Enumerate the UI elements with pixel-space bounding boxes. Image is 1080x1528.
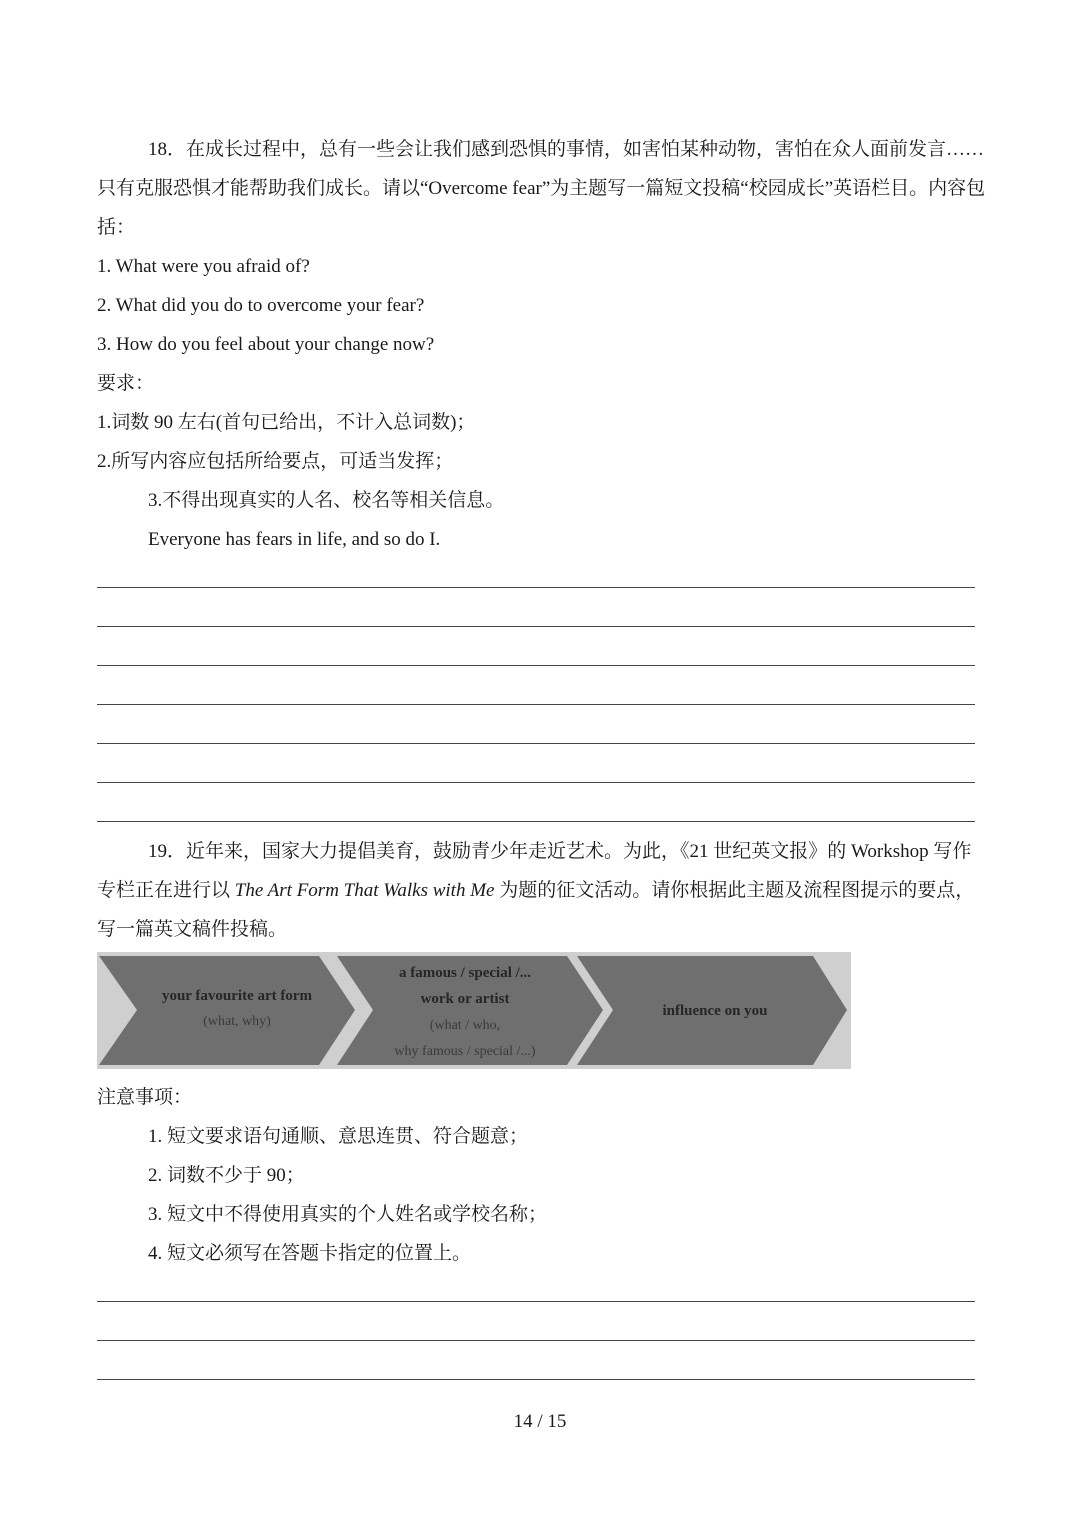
q19-intro-line3: 写一篇英文稿件投稿。: [97, 919, 288, 940]
q19-intro-line2-post: 为题的征文活动。请你根据此主题及流程图提示的要点，: [494, 880, 975, 901]
q18-requirement-1: 1.词数 90 左右(首句已给出，不计入总词数)；: [97, 412, 476, 433]
q18-point-1: 1. What were you afraid of?: [97, 256, 310, 277]
answer-line[interactable]: [97, 665, 975, 666]
q19-notes-label: 注意事项：: [97, 1087, 193, 1108]
q18-point-2: 2. What did you do to overcome your fear?: [97, 295, 425, 316]
q18-requirement-2: 2.所写内容应包括所给要点，可适当发挥；: [97, 451, 454, 472]
q19-note-3: 3. 短文中不得使用真实的个人姓名或学校名称；: [148, 1204, 548, 1225]
flow-step2-line2: work or artist: [420, 991, 510, 1007]
flow-step1-line2: (what, why): [203, 1014, 271, 1029]
page-number: 14 / 15: [513, 1411, 567, 1432]
q18-requirements-label: 要求：: [97, 373, 155, 394]
flow-step2-line1: a famous / special /...: [398, 965, 532, 981]
flow-step2-line3: (what / who,: [429, 1018, 501, 1033]
flow-step3-line1: influence on you: [662, 1003, 768, 1019]
flow-step2-line4: why famous / special /...): [394, 1044, 536, 1059]
answer-line[interactable]: [97, 821, 975, 822]
q18-intro-line2: 只有克服恐惧才能帮助我们成长。请以“Overcome fear”为主题写一篇短文投稿“校园成长”英语栏目。内容包: [97, 178, 986, 199]
answer-line[interactable]: [97, 782, 975, 783]
answer-line[interactable]: [97, 587, 975, 588]
q18-intro-line3: 括：: [97, 217, 136, 238]
q19-intro-line2: [97, 879, 974, 903]
q19-note-1: 1. 短文要求语句通顺、意思连贯、符合题意；: [148, 1126, 529, 1147]
q19-intro-line2-pre: 专栏正在进行以: [97, 880, 235, 901]
answer-line[interactable]: [97, 704, 975, 705]
flowchart: [97, 952, 851, 1069]
answer-line[interactable]: [97, 1301, 975, 1302]
q18-intro-line1: 18．在成长过程中，总有一些会让我们感到恐惧的事情，如害怕某种动物，害怕在众人面前发言……: [148, 139, 985, 160]
q19-note-2: 2. 词数不少于 90；: [148, 1165, 305, 1186]
q18-point-3: 3. How do you feel about your change now?: [97, 334, 435, 355]
q19-intro-line1: 19．近年来，国家大力提倡美育，鼓励青少年走近艺术。为此，《21 世纪英文报》的 Workshop 写作: [148, 841, 972, 862]
essay-title: The Art Form That Walks with Me: [234, 880, 495, 901]
flow-arrow-1: [99, 956, 355, 1065]
q18-requirement-3: 3.不得出现真实的人名、校名等相关信息。: [148, 490, 505, 511]
flowchart-arrows: [97, 952, 851, 1069]
answer-line[interactable]: [97, 1379, 975, 1380]
flow-step1-line1: your favourite art form: [161, 988, 313, 1004]
q19-note-4: 4. 短文必须写在答题卡指定的位置上。: [148, 1243, 472, 1264]
answer-line[interactable]: [97, 626, 975, 627]
answer-line[interactable]: [97, 1340, 975, 1341]
q18-first-sentence: Everyone has fears in life, and so do I.: [148, 529, 441, 550]
answer-line[interactable]: [97, 743, 975, 744]
